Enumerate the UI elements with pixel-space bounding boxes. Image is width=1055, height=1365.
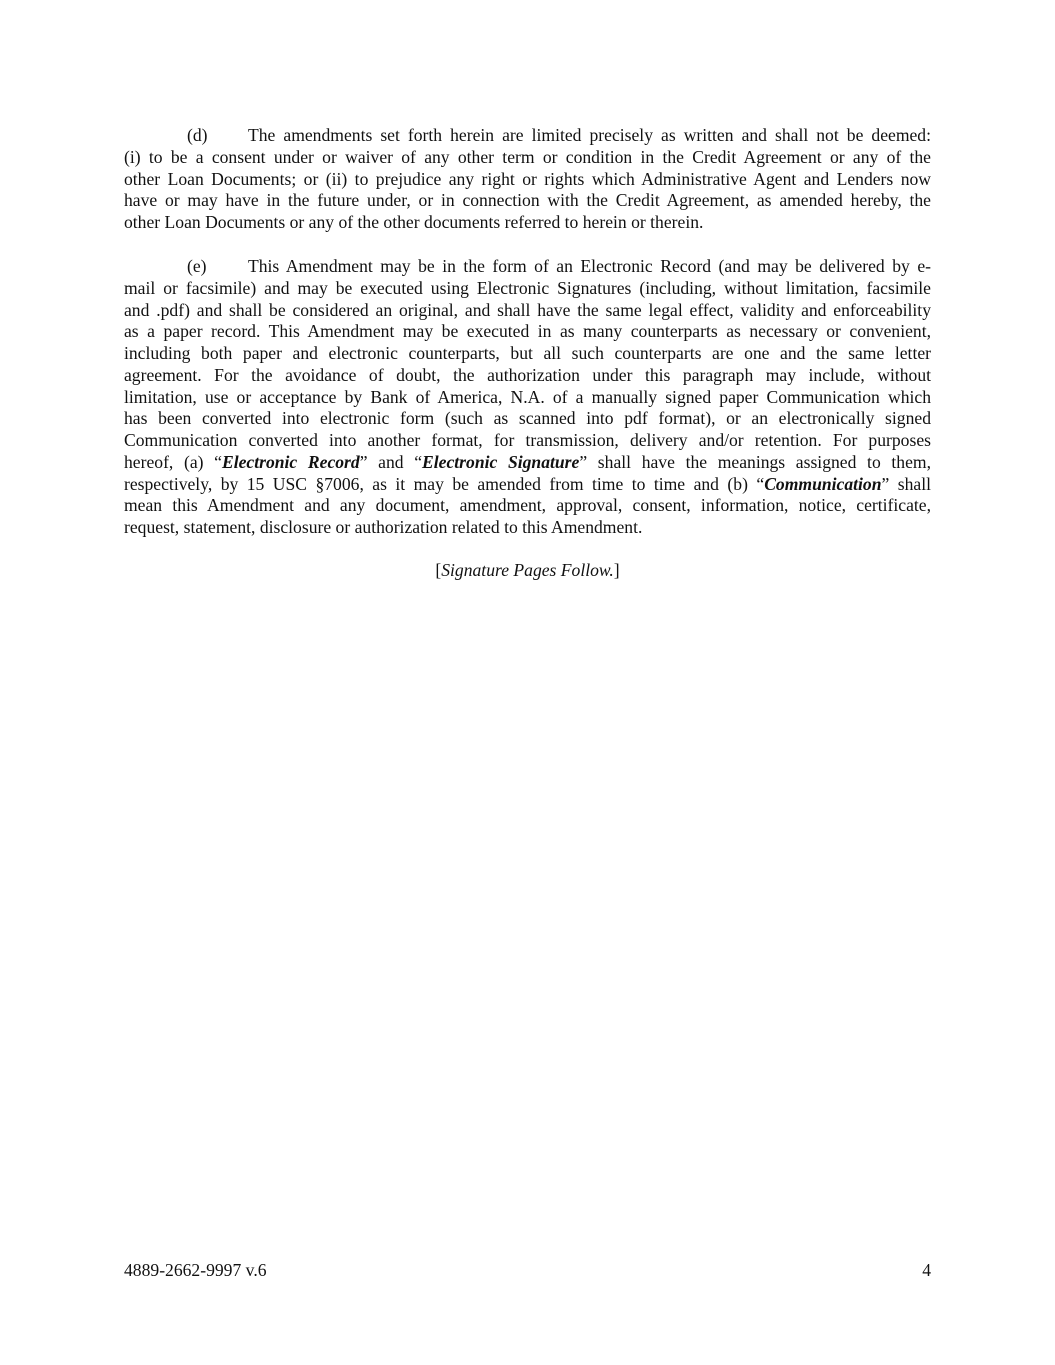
- paragraph-line: mail or facsimile) and may be executed using Electronic Signatures (including, without limitation, facsimile: [124, 277, 931, 298]
- defined-term: Communication: [764, 473, 882, 494]
- paragraph-line: mean this Amendment and any document, amendment, approval, consent, information, notice, certificate,: [124, 495, 931, 516]
- defined-term: Electronic Record: [221, 451, 360, 472]
- paragraph-line: has been converted into electronic form (such as scanned into pdf format), or an electronically signed: [124, 408, 931, 429]
- paragraph-line: limitation, use or acceptance by Bank of America, N.A. of a manually signed paper Communication which: [124, 386, 931, 407]
- paragraph-line: Communication converted into another format, for transmission, delivery and/or retention. For purposes: [124, 430, 931, 450]
- signature-pages-note: [Signature Pages Follow.]: [435, 560, 620, 580]
- paragraph-line: request, statement, disclosure or authorization related to this Amendment.: [124, 517, 643, 537]
- paragraph-line: have or may have in the future under, or in connection with the Credit Agreement, as amended hereby, the: [124, 190, 931, 211]
- paragraph-e: [124, 256, 931, 539]
- paragraph-line: agreement. For the avoidance of doubt, the authorization under this paragraph may include, without: [124, 364, 931, 385]
- paragraph-line: (d) The amendments set forth herein are limited precisely as written and shall not be deemed:: [124, 125, 931, 147]
- paragraph-line: including both paper and electronic counterparts, but all such counterparts are one and the same letter: [124, 343, 931, 363]
- paragraph-line: hereof, (a) “Electronic Record” and “Electronic Signature” shall have the meanings assigned to them,: [124, 451, 931, 472]
- paragraph-line: respectively, by 15 USC §7006, as it may be amended from time to time and (b) “Communication” shall: [124, 473, 932, 494]
- paragraph-line: as a paper record. This Amendment may be executed in as many counterparts as necessary or convenient,: [124, 321, 931, 342]
- paragraph-line: other Loan Documents or any of the other documents referred to herein or therein.: [124, 212, 704, 232]
- document-id: 4889-2662-9997 v.6: [124, 1260, 267, 1280]
- paragraph-line: (e) This Amendment may be in the form of an Electronic Record (and may be delivered by e-: [124, 256, 931, 278]
- paragraph-line: other Loan Documents; or (ii) to prejudice any right or rights which Administrative Agent and Lenders now: [124, 168, 931, 189]
- paragraph-line: (i) to be a consent under or waiver of any other term or condition in the Credit Agreement or any of the: [124, 146, 931, 167]
- defined-term: Electronic Signature: [422, 451, 580, 472]
- page-number: 4: [922, 1260, 931, 1280]
- paragraph-label: (d): [187, 125, 208, 145]
- paragraph-d: [124, 125, 931, 234]
- paragraph-line: and .pdf) and shall be considered an original, and shall have the same legal effect, validity and enforceability: [124, 299, 931, 320]
- paragraph-label: (e): [187, 256, 207, 276]
